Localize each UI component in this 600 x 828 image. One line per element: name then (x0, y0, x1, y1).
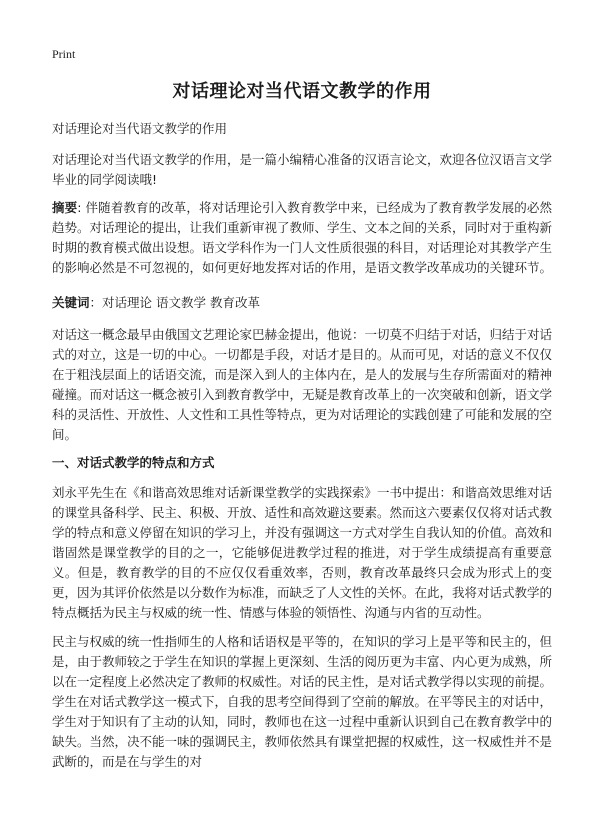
abstract-paragraph (52, 198, 552, 278)
body-paragraph-1: 对话这一概念最早由俄国文艺理论家巴赫金提出，他说：一切莫不归结于对话，归结于对话式的对立，这是一切的中心。一切都是手段，对话才是目的。从而可见，对话的意义不仅仅在于粗浅层面上的话语交流，而是深入到人的主体内在，是人的发展与生存所需面对的精神碰撞。而对话这一概念被引入到教育教学中，无疑是教育改革上的一次突破和创新，语文学科的灵活性、开放性、人文性和工具性等特点，更为对话理论的实践创建了可能和发展的空间。 (52, 327, 553, 442)
intro-paragraph: 对话理论对当代语文教学的作用，是一篇小编精心准备的汉语言论文，欢迎各位汉语言文学毕业的同学阅读哦! (52, 152, 553, 187)
abstract-text: : 伴随着教育的改革，将对话理论引入教育教学中来，已经成为了教育教学发展的必然趋势。对话理论的提出，让我们重新审视了教师、学生、文本之间的关系，同时对于重构新时期的教育模式做出设想。语文学科作为一门人文性质很强的科目，对话理论对其教学产生的影响必然是不可忽视的，如何更好地发挥对话的作用，是语文教学改革成功的关键环节。 (52, 200, 553, 275)
keywords-text: ：对话理论 语文教学 教育改革 (89, 295, 260, 310)
keywords-paragraph (52, 293, 552, 313)
document-subtitle: 对话理论对当代语文教学的作用 (52, 121, 228, 136)
body-paragraph-3: 民主与权威的统一性指师生的人格和话语权是平等的，在知识的学习上是平等和民主的，但是，由于教师较之于学生在知识的掌握上更深刻、生活的阅历更为丰富、内心更为成熟，所以在一定程度上必然决定了教师的权威性。对话的民主性，是对话式教学得以实现的前提。学生在对话式教学这一模式下，自我的思考空间得到了空前的解放。在平等民主的对话中，学生对于知识有了主动的认知，同时，教师也在这一过程中重新认识到自己在教育教学中的缺失。当然，决不能一味的强调民主，教师依然具有课堂把握的权威性，这一权威性并不是武断的，而是在与学生的对 (52, 634, 553, 769)
print-label: Print (52, 47, 76, 61)
page-title: 对话理论对当代语文教学的作用 (172, 81, 432, 102)
abstract-label: 摘要 (52, 200, 78, 215)
section-heading-1: 一、对话式教学的特点和方式 (52, 455, 215, 470)
keywords-label: 关键词 (52, 295, 90, 310)
body-paragraph-2: 刘永平先生在《和谐高效思维对话新课堂教学的实践探索》一书中提出：和谐高效思维对话的课堂具备科学、民主、积极、开放、适性和高效避这要素。然而这六要素仅仅将对话式教学的特点和意义停留在知识的学习上，并没有强调这一方式对学生自我认知的价值。高效和谐固然是课堂教学的目的之一，它能够促进教学过程的推进，对于学生成绩提高有重要意义。但是，教育教学的目的不应仅仅看重效率，否则，教育改革最终只会成为形式上的变更，因为其评价依然是以分数作为标准，而缺乏了人文性的关怀。在此，我将对话式教学的特点概括为民主与权威的统一性、情感与体验的领悟性、沟通与内省的互动性。 (52, 485, 553, 620)
